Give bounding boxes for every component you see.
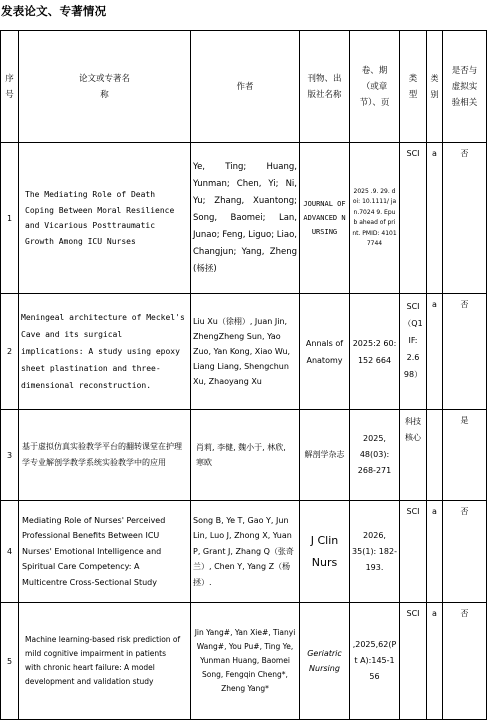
table-row: [1, 294, 487, 410]
header-virtual: 是否与虚拟实验相关: [443, 31, 487, 143]
row-number: 5: [1, 603, 19, 720]
section-title: 发表论文、专著情况: [1, 4, 107, 18]
paper-type: 科技核心: [400, 410, 427, 501]
paper-volume: 2025 .9. 29. doi: 10.1111/ jan.7024 9. Epub ahead of print. PMID: 41017744: [350, 143, 400, 294]
header-journal: 刊物、出版社名称: [300, 31, 350, 143]
virtual-related: 否: [443, 501, 487, 603]
paper-journal: Geriatric Nursing: [300, 603, 350, 720]
paper-authors: Song B, Ye T, Gao Y, Jun Lin, Luo J, Zhong X, Yuan P, Grant J, Zhang Q（张奇兰）, Chen Y, Yang Z（杨拯）.: [191, 501, 300, 603]
table-header-row: [1, 31, 487, 143]
header-type: 类型: [400, 31, 427, 143]
table-row: [1, 603, 487, 720]
table-row: [1, 410, 487, 501]
row-number: 4: [1, 501, 19, 603]
paper-journal: Annals of Anatomy: [300, 294, 350, 410]
paper-category: a: [427, 603, 443, 720]
header-no: 序号: [1, 31, 19, 143]
paper-authors: 肖莉, 李健, 魏小于, 林欣, 寒欧: [191, 410, 300, 501]
paper-journal: 解剖学杂志: [300, 410, 350, 501]
paper-journal: J Clin Nurs: [300, 501, 350, 603]
paper-title: Meningeal architecture of Meckel's Cave and its surgical implications: A study using epoxy sheet plastination and three-dimensional reconstruction.: [19, 294, 191, 410]
paper-volume: 2025, 48(03): 268-271: [350, 410, 400, 501]
paper-category: a: [427, 143, 443, 294]
table-row: [1, 501, 487, 603]
virtual-related: 是: [443, 410, 487, 501]
header-title: 论文或专著名称: [19, 31, 191, 143]
header-category: 类别: [427, 31, 443, 143]
paper-category: a: [427, 501, 443, 603]
paper-authors: Jin Yang#, Yan Xie#, Tianyi Wang#, You Pu#, Ting Ye, Yunman Huang, Baomei Song, Fengqin Cheng*, Zheng Yang*: [191, 603, 300, 720]
paper-authors: Liu Xu（徐栩）, Juan Jin, ZhengZheng Sun, Yao Zuo, Yan Kong, Xiao Wu, Liang Liang, Shengchun Xu, Zhaoyang Xu: [191, 294, 300, 410]
paper-type: SCI: [400, 603, 427, 720]
publications-table: [0, 30, 487, 720]
paper-volume: 2025:2 60:152 664: [350, 294, 400, 410]
paper-volume: ,2025,62(Pt A):145-156: [350, 603, 400, 720]
paper-category: a: [427, 294, 443, 410]
virtual-related: 否: [443, 603, 487, 720]
row-number: 3: [1, 410, 19, 501]
paper-category: [427, 410, 443, 501]
paper-title: The Mediating Role of Death Coping Between Moral Resilience and Vicarious Posttraumatic Growth Among ICU Nurses: [19, 143, 191, 294]
paper-title: 基于虚拟仿真实验教学平台的翻转课堂在护理学专业解剖学教学系统实验教学中的应用: [19, 410, 191, 501]
paper-type: SCI: [400, 501, 427, 603]
header-volume: 卷、期（或章节）、页: [350, 31, 400, 143]
row-number: 2: [1, 294, 19, 410]
paper-title: Mediating Role of Nurses' Perceived Professional Benefits Between ICU Nurses' Emotional Intelligence and Spiritual Care Competency: A Multicentre Cross-Sectional Study: [19, 501, 191, 603]
virtual-related: 否: [443, 143, 487, 294]
paper-type: SCI （Q1 IF: 2.6 98）: [400, 294, 427, 410]
paper-title: Machine learning-based risk prediction of mild cognitive impairment in patients with chronic heart failure: A model development and validation study: [19, 603, 191, 720]
paper-type: SCI: [400, 143, 427, 294]
paper-journal: JOURNAL OF ADVANCED NURSING: [300, 143, 350, 294]
paper-authors: Ye, Ting; Huang, Yunman; Chen, Yi; Ni, Yu; Zhang, Xuantong; Song, Baomei; Lan, Junao; Feng, Liguo; Liao, Changjun; Yang, Zheng (杨拯): [191, 143, 300, 294]
row-number: 1: [1, 143, 19, 294]
virtual-related: 否: [443, 294, 487, 410]
paper-volume: 2026, 35(1): 182-193.: [350, 501, 400, 603]
header-authors: 作者: [191, 31, 300, 143]
table-row: [1, 143, 487, 294]
